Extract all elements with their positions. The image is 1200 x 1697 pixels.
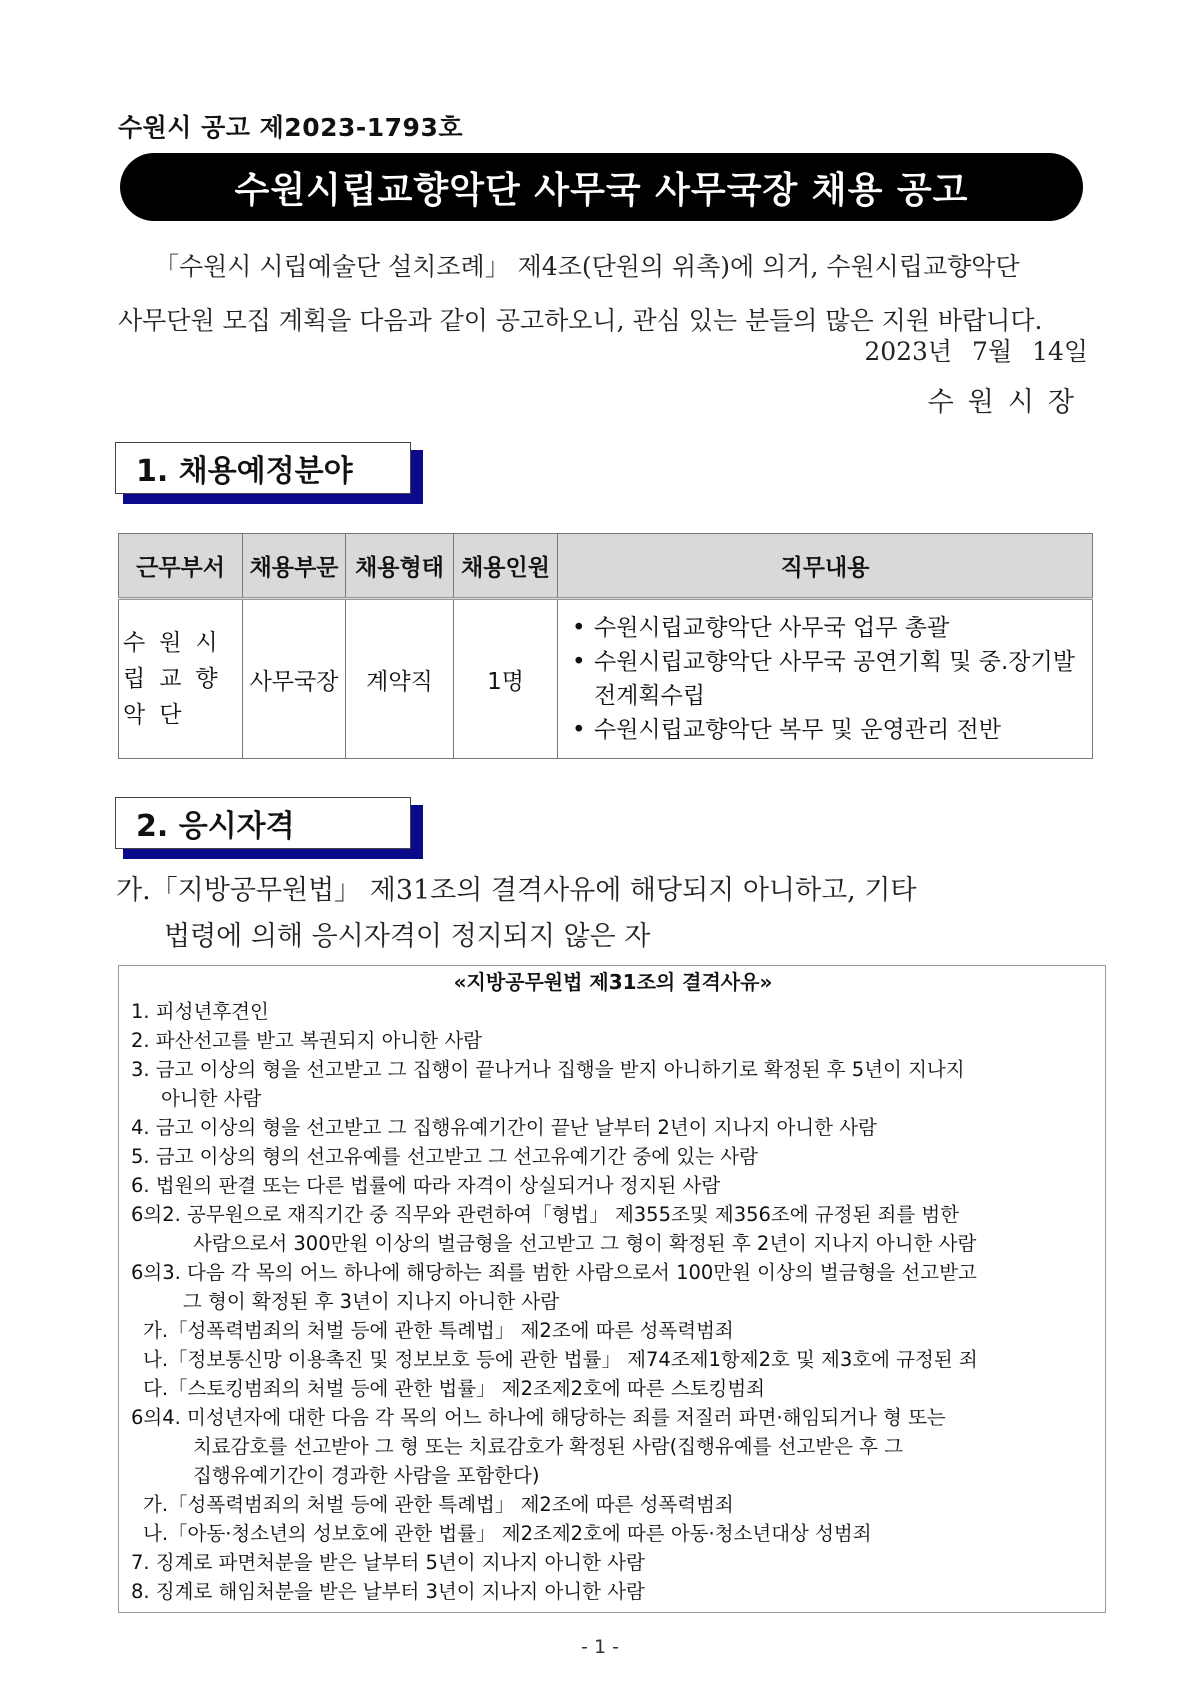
disqualification-item: 집행유예기간이 경과한 사람을 포함한다) (193, 1464, 540, 1487)
cell-department: 수원시립교향악단 (119, 599, 243, 759)
disqualification-item: 나.「아동·청소년의 성보호에 관한 법률」 제2조제2호에 따른 아동·청소년대상 성범죄 (143, 1522, 872, 1545)
table-row (119, 599, 1093, 759)
intro-line-2: 사무단원 모집 계획을 다음과 같이 공고하오니, 관심 있는 분들의 많은 지원 바랍니다. (118, 306, 1043, 335)
disqualification-item: 다.「스토킹범죄의 처벌 등에 관한 법률」 제2조제2호에 따른 스토킹범죄 (143, 1377, 766, 1400)
disqualification-item: 8. 징계로 해임처분을 받은 날부터 3년이 지나지 아니한 사람 (131, 1580, 645, 1603)
disqualification-item: 6. 법원의 판결 또는 다른 법률에 따라 자격이 상실되거나 정지된 사람 (131, 1174, 721, 1197)
qualification-ga (116, 868, 916, 960)
disqualification-item: 1. 피성년후견인 (131, 1000, 269, 1023)
disqualification-item: 2. 파산선고를 받고 복권되지 아니한 사람 (131, 1029, 482, 1052)
disqualification-item: 6의3. 다음 각 목의 어느 하나에 해당하는 죄를 범한 사람으로서 100만원 이상의 벌금형을 선고받고 (131, 1261, 977, 1284)
qualification-line-1: 가.「지방공무원법」 제31조의 결격사유에 해당되지 아니하고, 기타 (116, 875, 917, 906)
notice-number: 수원시 공고 제2023-1793호 (118, 113, 463, 142)
disqualification-item: 아니한 사람 (161, 1087, 262, 1110)
col-header-headcount: 채용인원 (454, 534, 558, 599)
disqualification-title: «지방공무원법 제31조의 결격사유» (453, 970, 773, 994)
col-header-position: 채용부문 (243, 534, 346, 599)
section-1-heading (115, 442, 415, 496)
disqualification-item: 5. 금고 이상의 형의 선고유예를 선고받고 그 선고유예기간 중에 있는 사람 (131, 1145, 758, 1168)
heading-box: 2. 응시자격 (115, 797, 411, 849)
qualification-line-2: 법령에 의해 응시자격이 정지되지 않은 자 (164, 921, 651, 952)
disqualification-box (118, 965, 1106, 1613)
table-header-row (119, 534, 1093, 599)
duty-item: • 수원시립교향악단 사무국 공연기획 및 중.장기발전계획수립 (570, 645, 1086, 713)
disqualification-item: 가.「성폭력범죄의 처벌 등에 관한 특례법」 제2조에 따른 성폭력범죄 (143, 1319, 734, 1342)
page-number: - 1 - (581, 1636, 619, 1658)
disqualification-item: 6의4. 미성년자에 대한 다음 각 목의 어느 하나에 해당하는 죄를 저질러 파면·해임되거나 형 또는 (131, 1406, 946, 1429)
disqualification-list (131, 997, 1095, 1606)
page-title: 수원시립교향악단 사무국 사무국장 채용 공고 (234, 169, 969, 211)
heading-box: 1. 채용예정분야 (115, 442, 411, 494)
recruitment-table (118, 533, 1093, 759)
signer: 수원시장 (927, 387, 1088, 418)
cell-headcount: 1명 (454, 599, 558, 759)
col-header-employment-type: 채용형태 (346, 534, 454, 599)
disqualification-item: 3. 금고 이상의 형을 선고받고 그 집행이 끝나거나 집행을 받지 아니하기로 확정된 후 5년이 지나지 (131, 1058, 965, 1081)
cell-duties (558, 599, 1093, 759)
cell-employment-type: 계약직 (346, 599, 454, 759)
col-header-duties: 직무내용 (558, 534, 1093, 599)
duty-item: • 수원시립교향악단 복무 및 운영관리 전반 (570, 713, 1086, 747)
disqualification-item: 4. 금고 이상의 형을 선고받고 그 집행유예기간이 끝난 날부터 2년이 지나지 아니한 사람 (131, 1116, 877, 1139)
disqualification-item: 나.「정보통신망 이용촉진 및 정보보호 등에 관한 법률」 제74조제1항제2호 및 제3호에 규정된 죄 (143, 1348, 978, 1371)
intro-line-1: 「수원시 시립예술단 설치조례」 제4조(단원의 위촉)에 의거, 수원시립교향악단 (154, 252, 1020, 281)
section-2-heading (115, 797, 415, 851)
disqualification-item: 6의2. 공무원으로 재직기간 중 직무와 관련하여「형법」 제355조및 제356조에 규정된 죄를 범한 (131, 1203, 960, 1226)
disqualification-item: 7. 징계로 파면처분을 받은 날부터 5년이 지나지 아니한 사람 (131, 1551, 645, 1574)
disqualification-item: 사람으로서 300만원 이상의 벌금형을 선고받고 그 형이 확정된 후 2년이 지나지 아니한 사람 (193, 1232, 977, 1255)
duty-item: • 수원시립교향악단 사무국 업무 총괄 (570, 611, 1086, 645)
page-title-bar (120, 153, 1083, 221)
duties-list (570, 611, 1086, 747)
disqualification-item: 가.「성폭력범죄의 처벌 등에 관한 특례법」 제2조에 따른 성폭력범죄 (143, 1493, 734, 1516)
disqualification-item: 그 형이 확정된 후 3년이 지나지 아니한 사람 (183, 1290, 560, 1313)
cell-position: 사무국장 (243, 599, 346, 759)
notice-date: 2023년 7월 14일 (864, 337, 1088, 366)
disqualification-item: 치료감호를 선고받아 그 형 또는 치료감호가 확정된 사람(집행유예를 선고받은 후 그 (193, 1435, 904, 1458)
col-header-department: 근무부서 (119, 534, 243, 599)
